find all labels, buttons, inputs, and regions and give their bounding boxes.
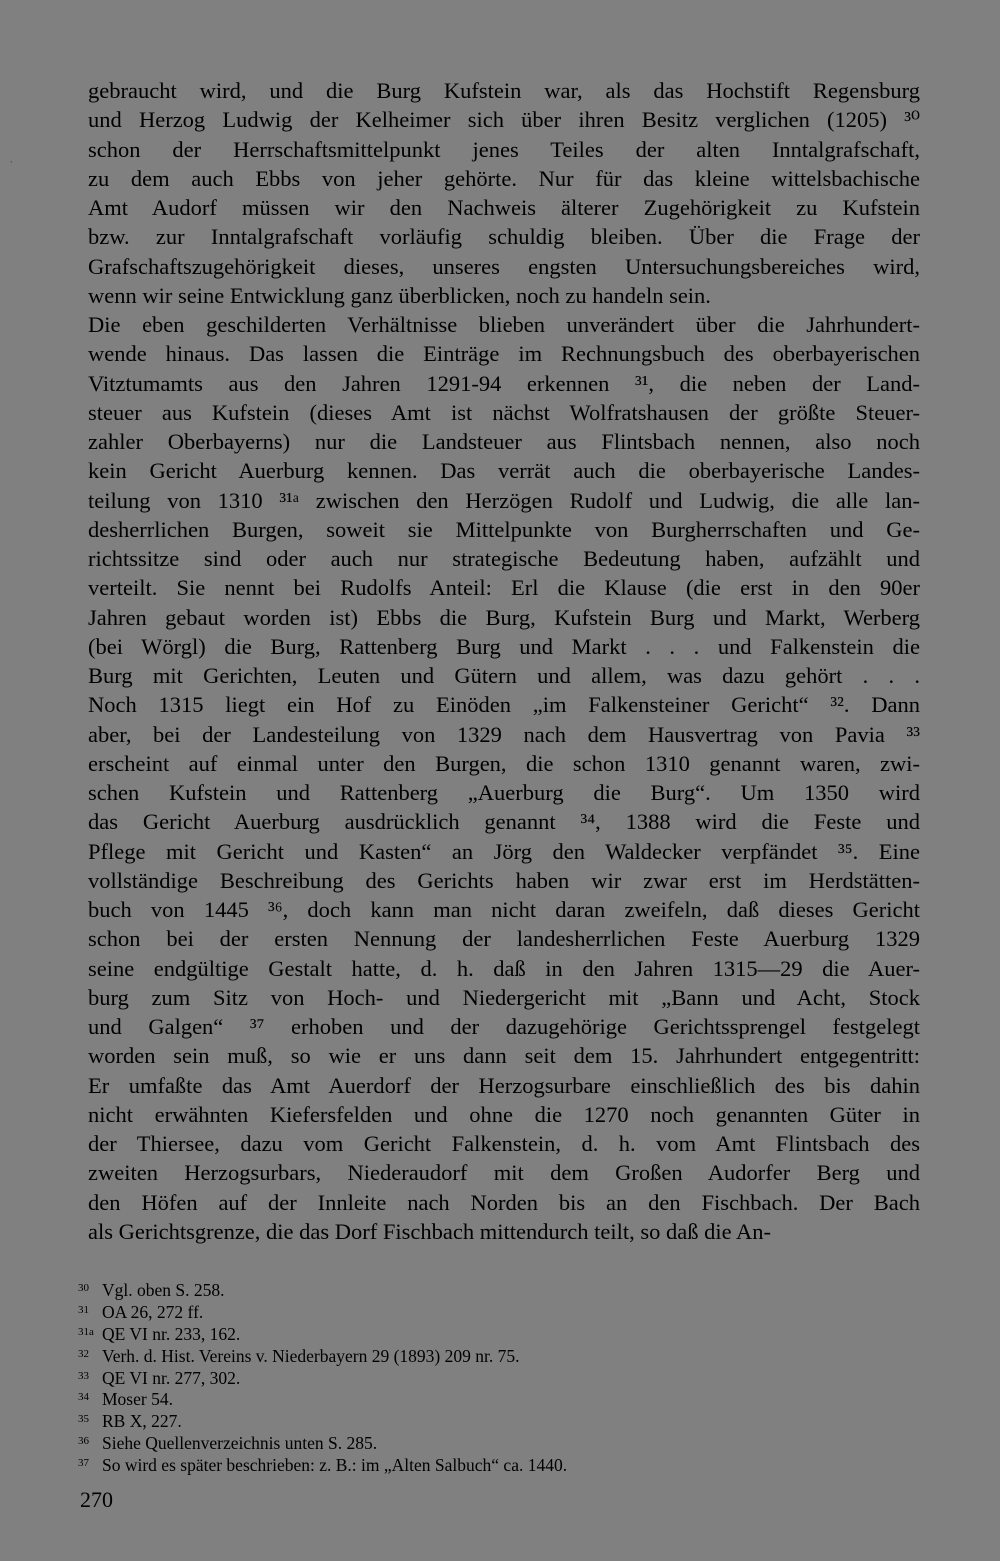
footnote-number: 31a	[78, 1325, 94, 1338]
text-line: schen Kufstein und Rattenberg „Auerburg die Burg“. Um 1350 wird	[88, 780, 920, 805]
text-line: wenn wir seine Entwicklung ganz überblicken, noch zu handeln sein.	[88, 282, 711, 308]
footnote-text: QE VI nr. 233, 162.	[102, 1323, 241, 1344]
text-line: teilung von 1310 ³¹ᵃ zwischen den Herzögen Rudolf und Ludwig, die alle lan-	[88, 487, 920, 513]
text-line: Amt Audorf müssen wir den Nachweis älterer Zugehörigkeit zu Kufstein	[88, 195, 920, 220]
text-line: (bei Wörgl) die Burg, Rattenberg Burg und Markt . . . und Falkenstein die	[88, 633, 920, 659]
footnote-number: 33	[78, 1369, 89, 1382]
text-line: Die eben geschilderten Verhältnisse blieben unverändert über die Jahrhundert-	[88, 312, 920, 337]
text-line: zahler Oberbayerns) nur die Landsteuer aus Flintsbach nennen, also noch	[88, 429, 920, 454]
text-line: buch von 1445 ³⁶, doch kann man nicht daran zweifeln, daß dieses Gericht	[88, 897, 920, 922]
text-line: zu dem auch Ebbs von jeher gehörte. Nur für das kleine wittelsbachische	[88, 165, 920, 191]
text-line: steuer aus Kufstein (dieses Amt ist nächst Wolfratshausen der größte Steuer-	[88, 399, 920, 425]
footnote	[78, 1453, 798, 1475]
text-line: verteilt. Sie nennt bei Rudolfs Anteil: Erl die Klause (die erst in den 90er	[88, 575, 920, 601]
footnote-text: Siehe Quellenverzeichnis unten S. 285.	[102, 1433, 378, 1454]
page-number: 270	[80, 1487, 113, 1512]
text-line: burg zum Sitz von Hoch- und Niedergericht mit „Bann und Acht, Stock	[88, 984, 920, 1010]
footnote-text: OA 26, 272 ff.	[102, 1301, 204, 1322]
text-line: und Herzog Ludwig der Kelheimer sich über ihren Besitz verglichen (1205) ³⁰	[88, 107, 920, 133]
footnote	[78, 1387, 798, 1409]
text-line: Burg mit Gerichten, Leuten und Gütern und allem, was dazu gehört . . .	[88, 663, 920, 688]
text-line: wende hinaus. Das lassen die Einträge im Rechnungsbuch des oberbayerischen	[88, 341, 920, 367]
text-line: der Thiersee, dazu vom Gericht Falkenstein, d. h. vom Amt Flintsbach des	[88, 1131, 920, 1156]
footnote-number: 30	[78, 1282, 89, 1294]
text-line: desherrlichen Burgen, soweit sie Mittelpunkte von Burgherrschaften und Ge-	[88, 516, 920, 542]
footnote-number: 32	[78, 1347, 89, 1360]
footnote-text: QE VI nr. 277, 302.	[102, 1367, 241, 1388]
text-line: vollständige Beschreibung des Gerichts haben wir zwar erst im Herdstätten-	[88, 867, 920, 893]
footnote	[78, 1431, 798, 1453]
footnote	[78, 1300, 798, 1322]
text-line: Jahren gebaut worden ist) Ebbs die Burg, Kufstein Burg und Markt, Werberg	[88, 604, 920, 630]
footnote	[78, 1278, 798, 1300]
footnote	[78, 1409, 798, 1431]
text-line: gebraucht wird, und die Burg Kufstein war, als das Hochstift Regensburg	[88, 78, 920, 103]
footnote-number: 36	[78, 1435, 89, 1448]
text-line: richtssitze sind oder auch nur strategische Bedeutung haben, aufzählt und	[88, 546, 920, 571]
text-line: aber, bei der Landesteilung von 1329 nach dem Hausvertrag von Pavia ³³	[88, 721, 920, 747]
text-line: zweiten Herzogsurbars, Niederaudorf mit dem Großen Audorfer Berg und	[88, 1160, 920, 1186]
text-line: nicht erwähnten Kiefersfelden und ohne die 1270 noch genannten Güter in	[88, 1101, 920, 1127]
footnote	[78, 1344, 798, 1366]
main-text	[88, 76, 920, 1246]
text-line: Er umfaßte das Amt Auerdorf der Herzogsurbare einschließlich des bis dahin	[88, 1072, 920, 1098]
footnote-text: Vgl. oben S. 258.	[102, 1280, 225, 1300]
footnotes	[78, 1278, 798, 1475]
text-line: schon bei der ersten Nennung der landesherrlichen Feste Auerburg 1329	[88, 926, 920, 952]
footnote	[78, 1322, 798, 1344]
text-line: Noch 1315 liegt ein Hof zu Einöden „im Falkensteiner Gericht“ ³². Dann	[88, 692, 920, 718]
footnote-text: Verh. d. Hist. Vereins v. Niederbayern 29 (1893) 209 nr. 75.	[102, 1345, 520, 1366]
text-line: schon der Herrschaftsmittelpunkt jenes Teiles der alten Inntalgrafschaft,	[88, 136, 920, 162]
text-line: den Höfen auf der Innleite nach Norden bis an den Fischbach. Der Bach	[88, 1189, 920, 1215]
footnote-text: So wird es später beschrieben: z. B.: im „Alten Salbuch“ ca. 1440.	[102, 1455, 568, 1476]
footnote-number: 34	[78, 1391, 89, 1404]
text-line: als Gerichtsgrenze, die das Dorf Fischbach mittendurch teilt, so daß die An-	[88, 1218, 771, 1244]
text-line: erscheint auf einmal unter den Burgen, die schon 1310 genannt waren, zwi-	[88, 750, 920, 776]
text-line: worden sein muß, so wie er uns dann seit dem 15. Jahrhundert entgegentritt:	[88, 1043, 920, 1069]
footnote-number: 37	[78, 1457, 89, 1470]
footnote-text: Moser 54.	[102, 1389, 173, 1410]
text-line: kein Gericht Auerburg kennen. Das verrät auch die oberbayerische Landes-	[88, 458, 920, 484]
text-line: Vitztumamts aus den Jahren 1291-94 erkennen ³¹, die neben der Land-	[88, 370, 920, 396]
text-line: Grafschaftszugehörigkeit dieses, unseres engsten Untersuchungsbereiches wird,	[88, 253, 920, 279]
text-line: seine endgültige Gestalt hatte, d. h. daß in den Jahren 1315—29 die Auer-	[88, 955, 920, 981]
footnote-text: RB X, 227.	[102, 1411, 182, 1432]
text-line: und Galgen“ ³⁷ erhoben und der dazugehörige Gerichtssprengel festgelegt	[88, 1014, 920, 1039]
text-line: Pflege mit Gericht und Kasten“ an Jörg den Waldecker verpfändet ³⁵. Eine	[88, 838, 920, 864]
text-line: bzw. zur Inntalgrafschaft vorläufig schuldig bleiben. Über die Frage der	[88, 224, 920, 250]
footnote-number: 31	[78, 1303, 89, 1316]
scan-speck: `	[10, 160, 13, 169]
footnote-number: 35	[78, 1413, 89, 1426]
footnote	[78, 1366, 798, 1388]
text-line: das Gericht Auerburg ausdrücklich genannt ³⁴, 1388 wird die Feste und	[88, 809, 920, 835]
